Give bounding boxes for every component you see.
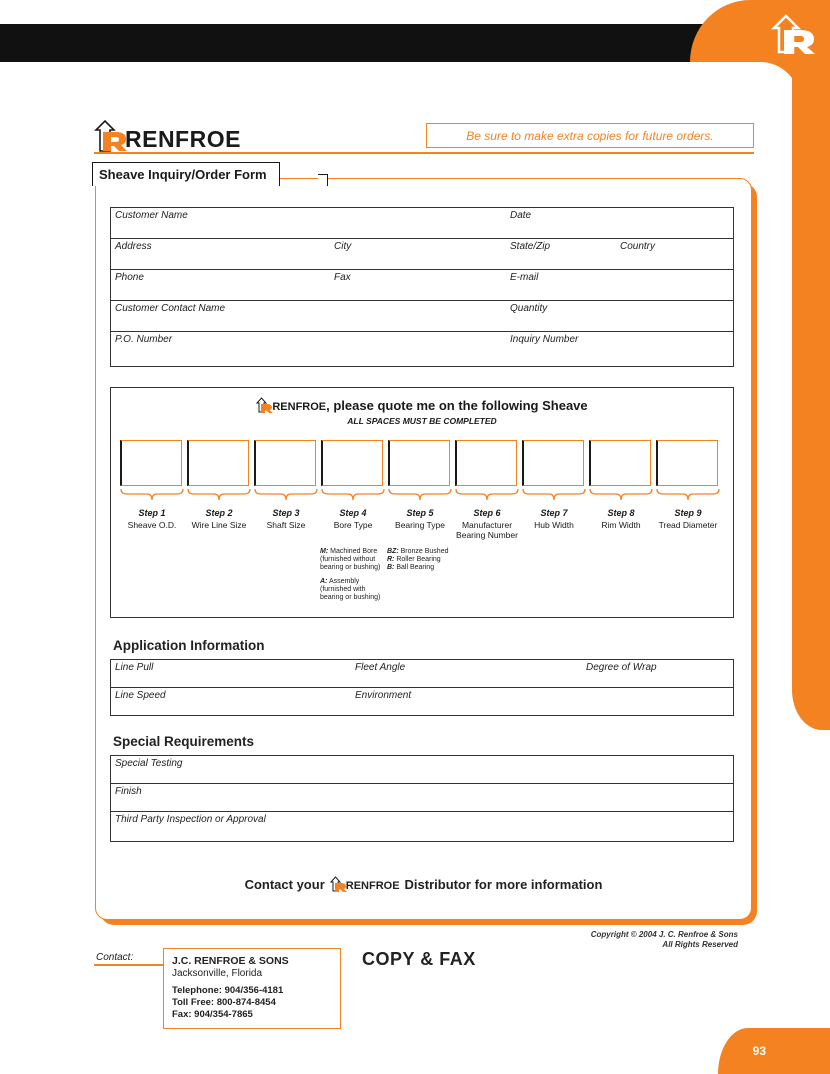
contact-box — [163, 948, 341, 1029]
renfroe-logo-icon — [94, 118, 128, 152]
customer-info-grid — [110, 207, 734, 367]
step-2 — [186, 440, 252, 530]
bearing-code-bz: BZ: — [387, 548, 399, 555]
step-number: Step 5 — [406, 508, 434, 518]
renfroe-logo — [94, 118, 241, 152]
sheave-quote-box — [110, 387, 734, 618]
step-number: Step 1 — [138, 508, 166, 518]
contact-line-suffix: Distributor for more information — [404, 877, 603, 892]
step-name: Tread Diameter — [658, 520, 718, 530]
step-5-input-box[interactable] — [388, 440, 450, 486]
step-4-input-box[interactable] — [321, 440, 383, 486]
step-2-input-box[interactable] — [187, 440, 249, 486]
step-8 — [588, 440, 654, 530]
step-1 — [119, 440, 185, 530]
step-7 — [521, 440, 587, 530]
city-field[interactable]: City — [334, 241, 352, 252]
bearing-type-notes — [387, 548, 467, 572]
contact-telephone: Telephone: 904/356-4181 — [172, 985, 284, 996]
bearing-note-r — [387, 556, 467, 564]
step-number: Step 8 — [607, 508, 635, 518]
special-testing-field[interactable]: Special Testing — [115, 758, 183, 769]
bore-type-notes — [320, 548, 390, 602]
special-row — [111, 784, 733, 812]
header-band — [0, 24, 760, 62]
brace-icon — [387, 488, 453, 502]
step-5 — [387, 440, 453, 530]
fleet-angle-field[interactable]: Fleet Angle — [355, 662, 406, 673]
contact-fax: Fax: 904/354-7865 — [172, 1009, 253, 1020]
contact-city: Jacksonville, Florida — [172, 968, 263, 979]
form-title-tab-edge — [318, 174, 328, 186]
customer-row — [111, 239, 733, 270]
copy-and-fax-heading: COPY & FAX — [362, 949, 476, 969]
brace-icon — [320, 488, 386, 502]
bearing-code-b: B: — [387, 564, 395, 571]
step-number: Step 3 — [272, 508, 300, 518]
contact-distributor-line — [95, 876, 752, 892]
bearing-code-r: R: — [387, 556, 395, 563]
bearing-text-b: Ball Bearing — [396, 564, 435, 571]
step-6 — [454, 440, 520, 540]
inquiry-number-field[interactable]: Inquiry Number — [510, 334, 579, 345]
quantity-field[interactable]: Quantity — [510, 303, 548, 314]
page-number: 93 — [752, 1044, 766, 1058]
step-number: Step 2 — [205, 508, 233, 518]
third-party-inspection-field[interactable]: Third Party Inspection or Approval — [115, 814, 266, 825]
quote-title — [111, 397, 733, 413]
email-field[interactable]: E-mail — [510, 272, 539, 283]
step-9 — [655, 440, 721, 530]
application-grid — [110, 659, 734, 716]
quote-subtitle: ALL SPACES MUST BE COMPLETED — [347, 416, 497, 426]
brace-icon — [454, 488, 520, 502]
step-8-input-box[interactable] — [589, 440, 651, 486]
bearing-text-r: Roller Bearing — [396, 556, 441, 563]
brace-icon — [588, 488, 654, 502]
bearing-note-b — [387, 564, 467, 572]
bore-note-m — [320, 548, 390, 572]
bore-text-m: Machined Bore (furnished without bearing or bushing) — [320, 548, 381, 571]
special-requirements-heading: Special Requirements — [113, 734, 255, 749]
bore-note-a — [320, 578, 390, 602]
step-6-input-box[interactable] — [455, 440, 517, 486]
copyright-line-1: Copyright © 2004 J. C. Renfroe & Sons — [590, 930, 738, 939]
bore-code-m: M: — [320, 548, 329, 555]
step-3-input-box[interactable] — [254, 440, 316, 486]
page-number-tab — [718, 1028, 830, 1074]
brace-icon — [253, 488, 319, 502]
bore-code-a: A: — [320, 578, 328, 585]
brace-icon — [119, 488, 185, 502]
special-row — [111, 756, 733, 784]
step-7-input-box[interactable] — [522, 440, 584, 486]
step-1-input-box[interactable] — [120, 440, 182, 486]
bearing-text-bz: Bronze Bushed — [400, 548, 449, 555]
application-row — [111, 660, 733, 688]
customer-row — [111, 332, 733, 364]
line-pull-field[interactable]: Line Pull — [115, 662, 154, 673]
header-rule — [94, 152, 754, 154]
contact-company: J.C. RENFROE & SONS — [172, 955, 289, 967]
step-3 — [253, 440, 319, 530]
step-number: Step 7 — [540, 508, 568, 518]
phone-field[interactable]: Phone — [115, 272, 144, 283]
application-row — [111, 688, 733, 716]
mini-renfroe-logo-text: RENFROE — [345, 880, 400, 892]
line-speed-field[interactable]: Line Speed — [115, 690, 166, 701]
customer-name-field[interactable]: Customer Name — [115, 210, 188, 221]
bore-text-a: Assembly (furnished with bearing or bushing) — [320, 578, 381, 601]
step-name: Wire Line Size — [191, 520, 247, 530]
fax-field[interactable]: Fax — [334, 272, 351, 283]
contact-name-field[interactable]: Customer Contact Name — [115, 303, 226, 314]
address-field[interactable]: Address — [115, 241, 152, 252]
extra-copies-notice: Be sure to make extra copies for future orders. — [426, 123, 754, 148]
mini-renfroe-logo-text: RENFROE — [272, 401, 327, 413]
form-title: Sheave Inquiry/Order Form — [92, 162, 280, 186]
step-number: Step 9 — [674, 508, 702, 518]
brace-icon — [186, 488, 252, 502]
customer-row — [111, 270, 733, 301]
brace-icon — [521, 488, 587, 502]
bearing-note-bz — [387, 548, 467, 556]
state-zip-field[interactable]: State/Zip — [510, 241, 551, 252]
step-name: Shaft Size — [266, 520, 306, 530]
brace-icon — [655, 488, 721, 502]
po-number-field[interactable]: P.O. Number — [115, 334, 173, 345]
step-number: Step 4 — [339, 508, 367, 518]
quote-title-text: , please quote me on the following Sheave — [326, 398, 588, 413]
application-heading: Application Information — [113, 638, 265, 653]
step-4 — [320, 440, 386, 530]
contact-line-prefix: Contact your — [244, 877, 325, 892]
contact-rule — [94, 964, 164, 966]
copyright — [480, 930, 738, 950]
step-name: Manufacturer Bearing Number — [456, 520, 518, 540]
special-requirements-grid — [110, 755, 734, 842]
contact-toll-free: Toll Free: 800-874-8454 — [172, 997, 276, 1008]
environment-field[interactable]: Environment — [355, 690, 412, 701]
step-name: Rim Width — [601, 520, 641, 530]
finish-field[interactable]: Finish — [115, 786, 142, 797]
step-number: Step 6 — [473, 508, 501, 518]
side-orange-band — [792, 62, 830, 730]
degree-of-wrap-field[interactable]: Degree of Wrap — [586, 662, 657, 673]
step-name: Bearing Type — [395, 520, 445, 530]
step-name: Bore Type — [333, 520, 373, 530]
special-row — [111, 812, 733, 840]
step-name: Hub Width — [534, 520, 574, 530]
customer-row — [111, 208, 733, 239]
contact-label: Contact: — [96, 952, 134, 963]
step-name: Sheave O.D. — [127, 520, 177, 530]
renfroe-logo-text: RENFROE — [125, 126, 241, 152]
date-field[interactable]: Date — [510, 210, 532, 221]
customer-row — [111, 301, 733, 332]
country-field[interactable]: Country — [620, 241, 656, 252]
copyright-line-2: All Rights Reserved — [662, 940, 738, 949]
step-9-input-box[interactable] — [656, 440, 718, 486]
corner-r-logo-icon — [770, 12, 820, 56]
